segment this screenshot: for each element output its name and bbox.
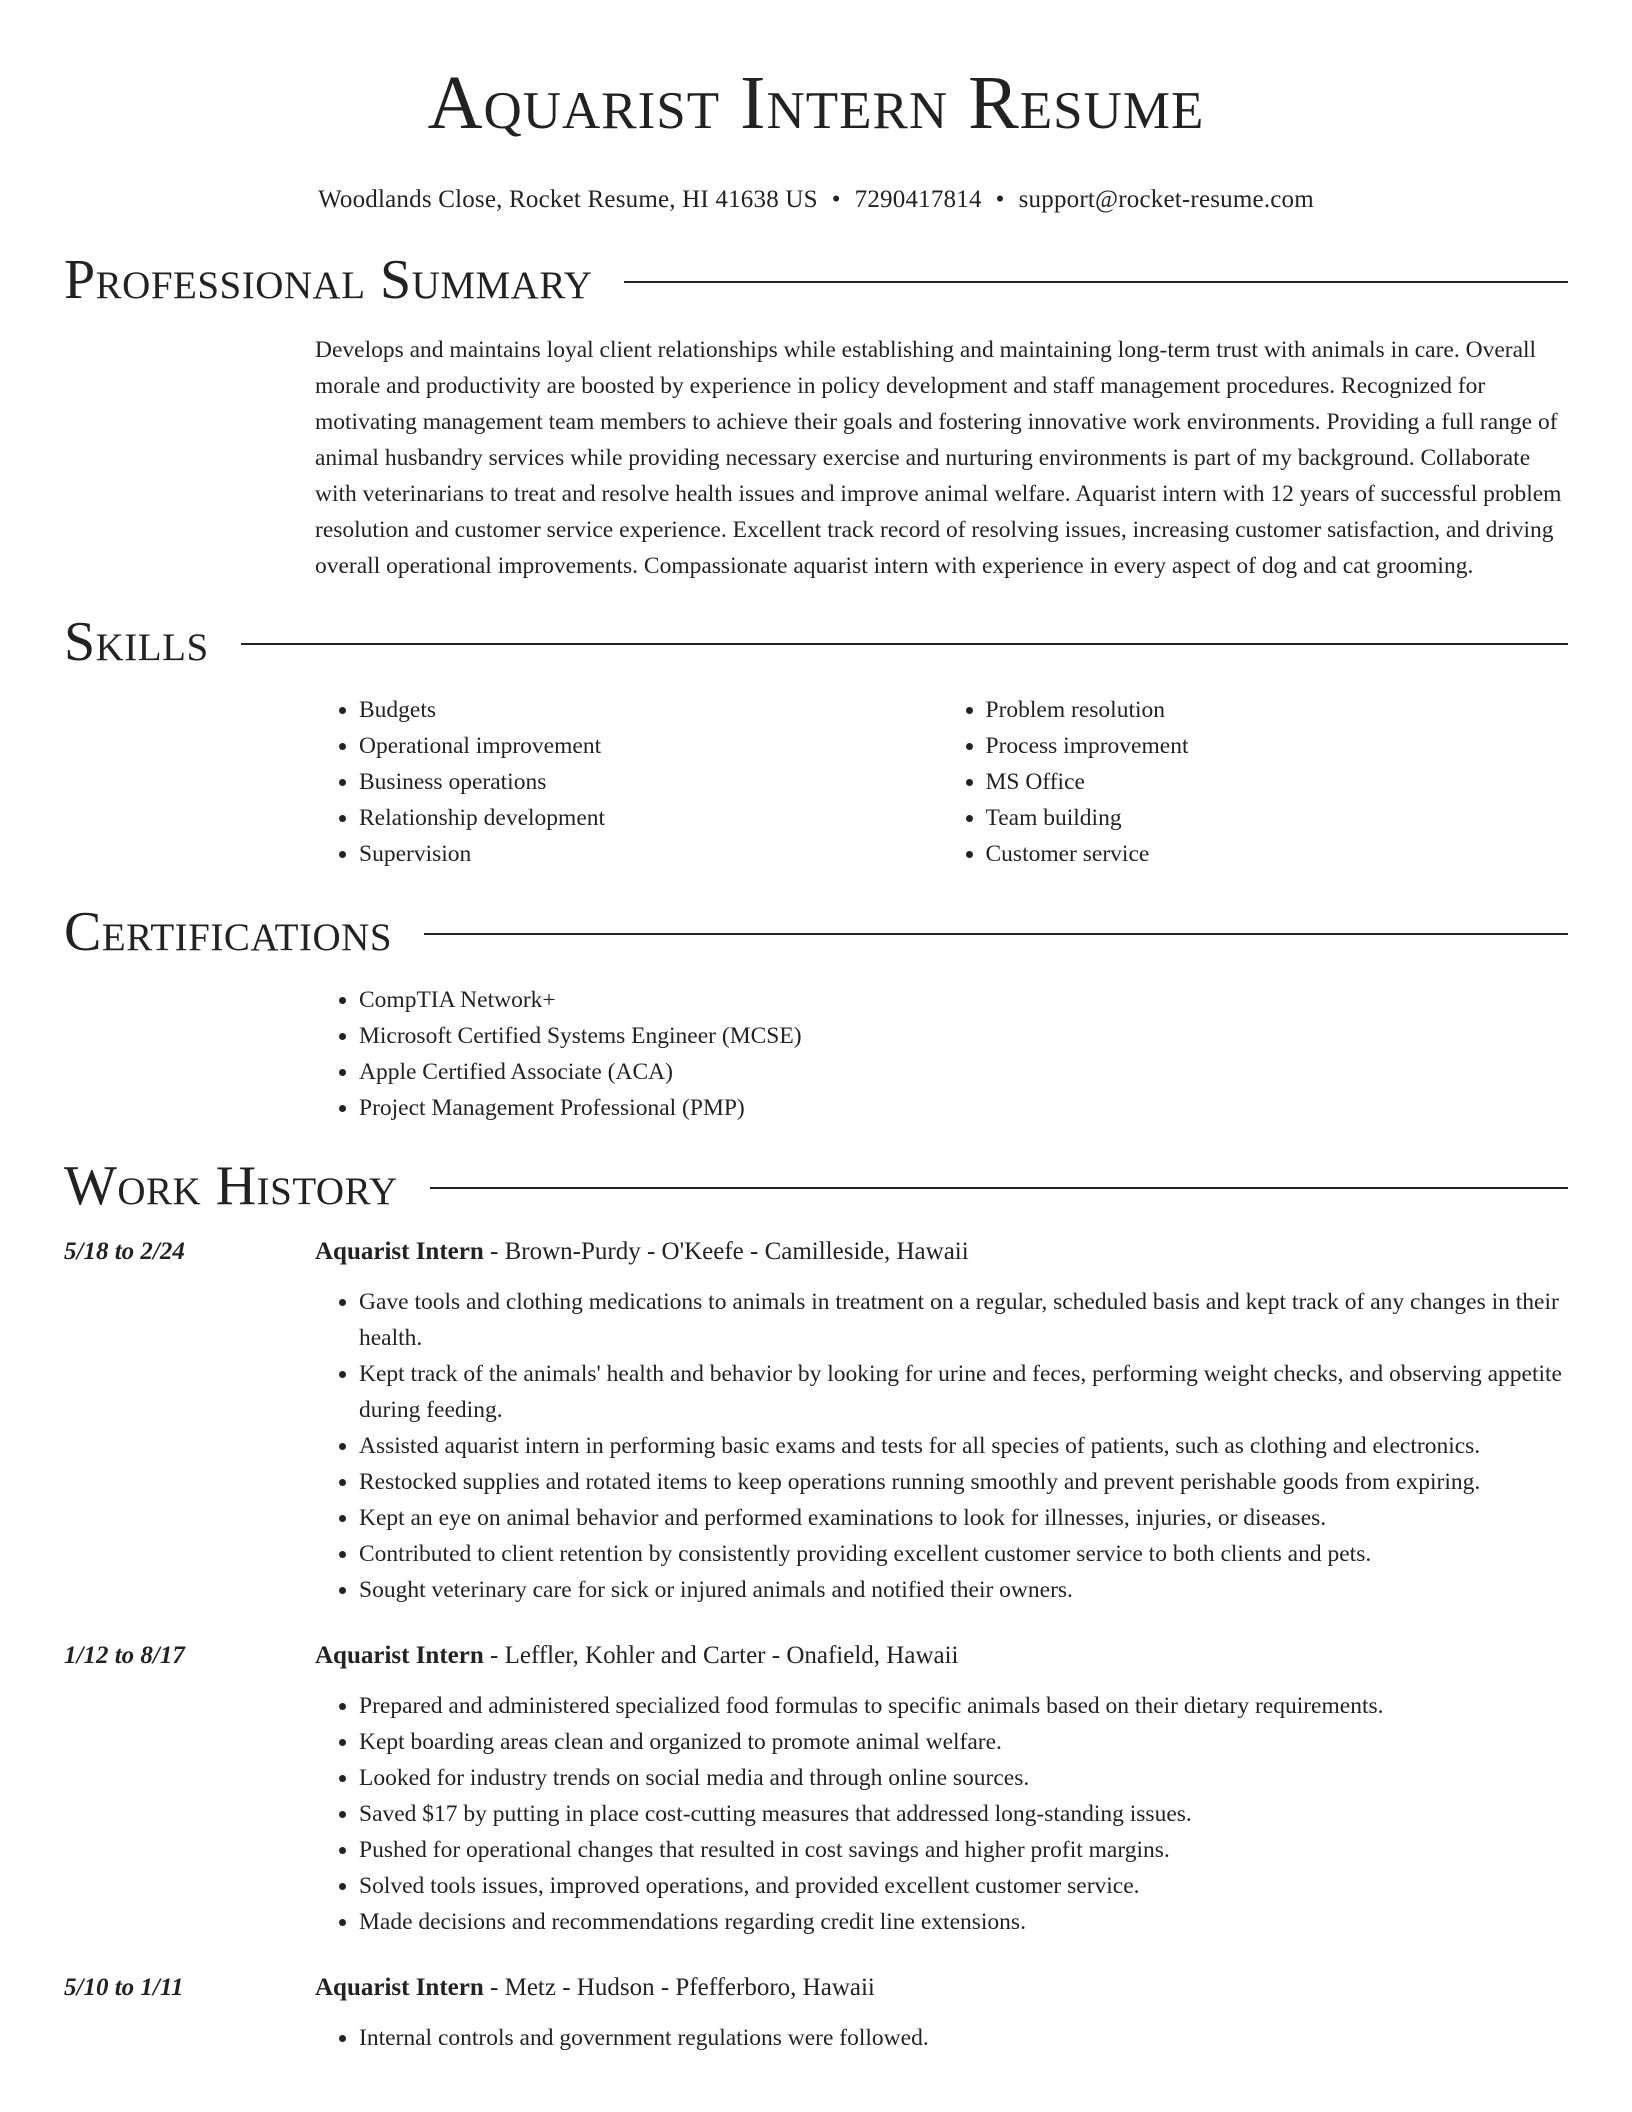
job-bullet: • Internal controls and government regulations were followed. [359,2020,1568,2056]
section-divider [624,281,1568,283]
summary-heading: Professional Summary [64,249,593,311]
skill-item: • Problem resolution [986,692,1569,728]
job-header [64,1970,1568,2006]
work-history-heading: Work History [64,1155,398,1217]
job-bullets [315,1284,1568,1608]
section-divider [424,933,1568,935]
skill-item: • Supervision [359,836,942,872]
job-bullets [315,2020,1568,2056]
section-divider [241,643,1568,645]
skills-right-column [942,692,1569,872]
certification-item: • CompTIA Network+ [359,982,1568,1018]
skills-list [315,692,1568,872]
skill-item: • Customer service [986,836,1569,872]
job-title: Aquarist Intern [315,1642,484,1669]
job-bullet: • Solved tools issues, improved operations, and provided excellent customer service. [359,1868,1568,1904]
contact-separator: • [995,186,1005,213]
job-heading [315,1234,969,1270]
job-bullet: • Assisted aquarist intern in performing basic exams and tests for all species of patients, such as clothing and electronics. [359,1428,1568,1464]
job-entry [64,1638,1568,1940]
job-heading [315,1638,959,1674]
resume-page [64,0,1568,2056]
job-dates: 1/12 to 8/17 [64,1642,185,1669]
contact-email: support@rocket-resume.com [1018,186,1314,213]
skill-item: • Relationship development [359,800,942,836]
certifications-section-header [64,900,1568,964]
job-entry [64,1234,1568,1608]
job-company: - Metz - Hudson - Pfefferboro, Hawaii [483,1974,875,2001]
job-bullet: • Pushed for operational changes that resulted in cost savings and higher profit margins. [359,1832,1568,1868]
contact-separator: • [831,186,841,213]
job-bullet: • Sought veterinary care for sick or injured animals and notified their owners. [359,1572,1568,1608]
skill-item: • Budgets [359,692,942,728]
certification-item: • Project Management Professional (PMP) [359,1090,1568,1126]
job-heading [315,1970,875,2006]
resume-title: Aquarist Intern Resume [427,61,1205,145]
skill-item: • Operational improvement [359,728,942,764]
skill-item: • Business operations [359,764,942,800]
job-title: Aquarist Intern [315,1974,484,2001]
skills-section-header [64,610,1568,674]
job-dates: 5/18 to 2/24 [64,1238,185,1265]
job-dates: 5/10 to 1/11 [64,1974,184,2001]
summary-section-header [64,248,1568,312]
job-bullet: • Kept track of the animals' health and behavior by looking for urine and feces, performing weight checks, and observing appetite during feeding. [359,1356,1568,1428]
job-header [64,1234,1568,1270]
work-history-section-header [64,1154,1568,1218]
job-bullet: • Contributed to client retention by consistently providing excellent customer service to both clients and pets. [359,1536,1568,1572]
contact-phone: 7290417814 [854,186,982,213]
job-bullet: • Kept an eye on animal behavior and performed examinations to look for illnesses, injuries, or diseases. [359,1500,1568,1536]
certification-item: • Apple Certified Associate (ACA) [359,1054,1568,1090]
contact-line [64,184,1568,216]
job-bullets [315,1688,1568,1940]
job-bullet: • Saved $17 by putting in place cost-cutting measures that addressed long-standing issues. [359,1796,1568,1832]
job-title: Aquarist Intern [315,1238,484,1265]
job-header [64,1638,1568,1674]
skill-item: • MS Office [986,764,1569,800]
job-bullet: • Restocked supplies and rotated items to keep operations running smoothly and prevent perishable goods from expiring. [359,1464,1568,1500]
job-entry [64,1970,1568,2056]
job-company: - Leffler, Kohler and Carter - Onafield, Hawaii [483,1642,959,1669]
certifications-list [315,982,1568,1126]
job-bullet: • Gave tools and clothing medications to animals in treatment on a regular, scheduled basis and kept track of any changes in their health. [359,1284,1568,1356]
job-company: - Brown-Purdy - O'Keefe - Camilleside, Hawaii [483,1238,969,1265]
job-bullet: • Made decisions and recommendations regarding credit line extensions. [359,1904,1568,1940]
job-bullet: • Prepared and administered specialized food formulas to specific animals based on their dietary requirements. [359,1688,1568,1724]
summary-text: Develops and maintains loyal client relationships while establishing and maintaining long-term trust with animals in care. Overall morale and productivity are boosted by experience in policy development and staff management procedures. Recognized for motivating management team members to achieve their goals and fostering innovative work environments. Providing a full range of animal husbandry services while providing necessary exercise and nurturing environments is part of my background. Collaborate with veterinarians to treat and resolve health issues and improve animal welfare. Aquarist intern with 12 years of successful problem resolution and customer service experience. Excellent track record of resolving issues, increasing customer satisfaction, and driving overall operational improvements. Compassionate aquarist intern with experience in every aspect of dog and cat grooming. [315,337,1562,579]
section-divider [430,1187,1568,1189]
skill-item: • Process improvement [986,728,1569,764]
certification-item: • Microsoft Certified Systems Engineer (MCSE) [359,1018,1568,1054]
skills-left-column [315,692,942,872]
contact-address: Woodlands Close, Rocket Resume, HI 41638 US [318,186,818,213]
skills-heading: Skills [64,611,209,673]
skill-item: • Team building [986,800,1569,836]
certifications-heading: Certifications [64,901,393,963]
job-bullet: • Kept boarding areas clean and organized to promote animal welfare. [359,1724,1568,1760]
job-bullet: • Looked for industry trends on social media and through online sources. [359,1760,1568,1796]
